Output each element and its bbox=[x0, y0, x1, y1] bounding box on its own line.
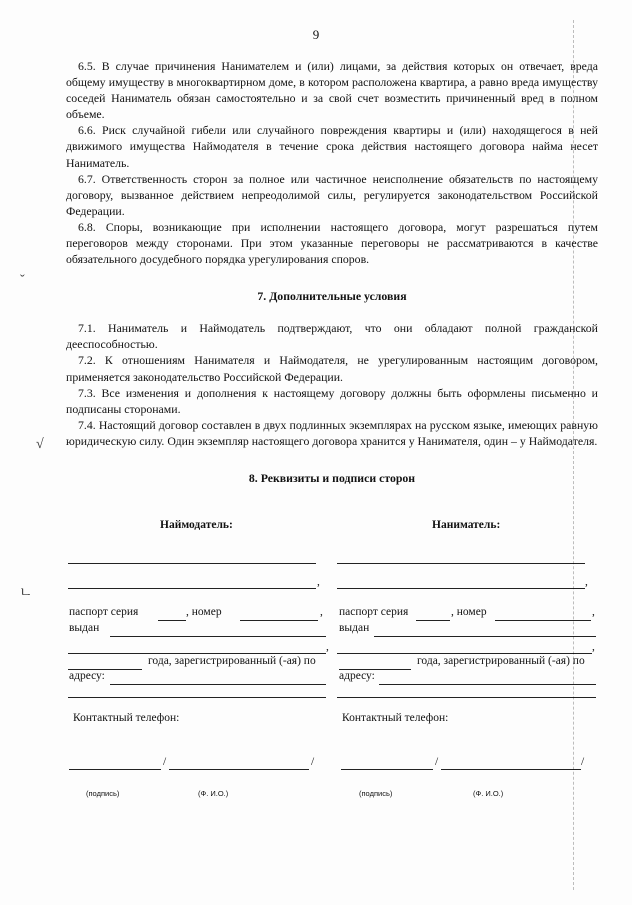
landlord-signature-caption: (подпись) bbox=[86, 789, 120, 798]
section-7-title: 7. Дополнительные условия bbox=[257, 289, 407, 304]
landlord-name-line-2[interactable] bbox=[68, 588, 316, 589]
landlord-address-field[interactable] bbox=[110, 684, 326, 685]
tenant-signature-field[interactable] bbox=[341, 769, 433, 770]
tenant-fio-field[interactable] bbox=[441, 769, 581, 770]
tenant-issued-field[interactable] bbox=[374, 636, 596, 637]
landlord-name-line[interactable] bbox=[68, 563, 316, 564]
paragraph-7-4: 7.4. Настоящий договор составлен в двух подлинных экземплярах на русском языке, имеющих равную юридическую силу. Один экземпляр настоящего договора хранится у Нанимателя, один – у Наймодателя. bbox=[66, 417, 598, 448]
tenant-heading: Наниматель: bbox=[432, 519, 501, 531]
landlord-phone-label: Контактный телефон: bbox=[73, 712, 180, 724]
tenant-passport-number-field[interactable] bbox=[495, 620, 591, 621]
paragraph-7-2: 7.2. К отношениям Нанимателя и Наймодателя, не урегулированным настоящим договором, применяется законодательство Российской Федерации. bbox=[66, 353, 598, 384]
tenant-name-line-2[interactable] bbox=[337, 588, 585, 589]
tenant-number-label: , номер bbox=[451, 606, 487, 618]
paragraph-7-1: 7.1. Наниматель и Наймодатель подтверждают, что они обладают полной гражданской дееспособностью. bbox=[66, 321, 598, 352]
landlord-issued-line-2[interactable] bbox=[68, 653, 326, 654]
tenant-issued-label: выдан bbox=[339, 622, 370, 634]
tenant-address-field[interactable] bbox=[379, 684, 596, 685]
landlord-passport-number-field[interactable] bbox=[240, 620, 318, 621]
tenant-address-line-2[interactable] bbox=[337, 697, 596, 698]
landlord-passport-series-field[interactable] bbox=[158, 620, 186, 621]
tenant-phone-label: Контактный телефон: bbox=[342, 712, 449, 724]
landlord-issued-label: выдан bbox=[69, 622, 100, 634]
paragraph-6-5: 6.5. В случае причинения Нанимателем и (или) лицами, за действия которых он отвечает, вреда общему имуществу в многоквартирном доме, в котором расположена квартира, а равно вреда имуществу соседей Наниматель обязан самостоятельно и за свой счет возместить причиненный вред в полном объеме. bbox=[66, 59, 598, 122]
tenant-passport-series-field[interactable] bbox=[416, 620, 450, 621]
landlord-fio-caption: (Ф. И.О.) bbox=[198, 789, 229, 798]
margin-tick-mark: ˇ bbox=[20, 273, 25, 288]
landlord-fio-field[interactable] bbox=[169, 769, 309, 770]
tenant-issued-line-2[interactable] bbox=[337, 653, 592, 654]
landlord-passport-label: паспорт серия bbox=[69, 606, 139, 618]
page-number: 9 bbox=[312, 27, 320, 42]
paragraph-6-7: 6.7. Ответственность сторон за полное или частичное неисполнение обязательств по настоящему договору, вызванное действием непреодолимой силы, регулируется законодательством Российской Федерации. bbox=[66, 171, 598, 218]
landlord-address-line-2[interactable] bbox=[68, 697, 326, 698]
tenant-fio-caption: (Ф. И.О.) bbox=[473, 789, 504, 798]
tenant-passport-label: паспорт серия bbox=[339, 606, 409, 618]
landlord-number-label: , номер bbox=[186, 606, 222, 618]
paragraph-6-6: 6.6. Риск случайной гибели или случайного повреждения квартиры и (или) находящегося в ней движимого имущества Наймодателя в течение срока действия настоящего договора найма несет Наниматель. bbox=[66, 123, 598, 170]
paragraph-6-8: 6.8. Споры, возникающие при исполнении настоящего договора, могут разрешаться путем переговоров между сторонами. При этом указанные переговоры не рассматриваются в качестве обязательного досудебного порядка урегулирования споров. bbox=[66, 219, 598, 267]
tenant-signature-caption: (подпись) bbox=[359, 789, 393, 798]
paragraph-7-3: 7.3. Все изменения и дополнения к настоящему договору должны быть оформлены письменно и подписаны сторонами. bbox=[66, 385, 598, 416]
margin-l-mark: ㄴ bbox=[19, 586, 33, 601]
landlord-signature-field[interactable] bbox=[69, 769, 161, 770]
tenant-address-label: адресу: bbox=[339, 670, 375, 682]
scan-fold-line bbox=[573, 20, 575, 890]
section-8-title: 8. Реквизиты и подписи сторон bbox=[248, 470, 416, 485]
landlord-registered-label: года, зарегистрированный (-ая) по bbox=[148, 655, 316, 667]
landlord-heading: Наймодатель: bbox=[160, 519, 233, 531]
tenant-registered-label: года, зарегистрированный (-ая) по bbox=[417, 655, 585, 667]
landlord-issued-field[interactable] bbox=[110, 636, 326, 637]
margin-check-mark: √ bbox=[36, 437, 44, 452]
tenant-name-line[interactable] bbox=[337, 563, 585, 564]
document-body bbox=[66, 58, 598, 486]
landlord-address-label: адресу: bbox=[69, 670, 105, 682]
